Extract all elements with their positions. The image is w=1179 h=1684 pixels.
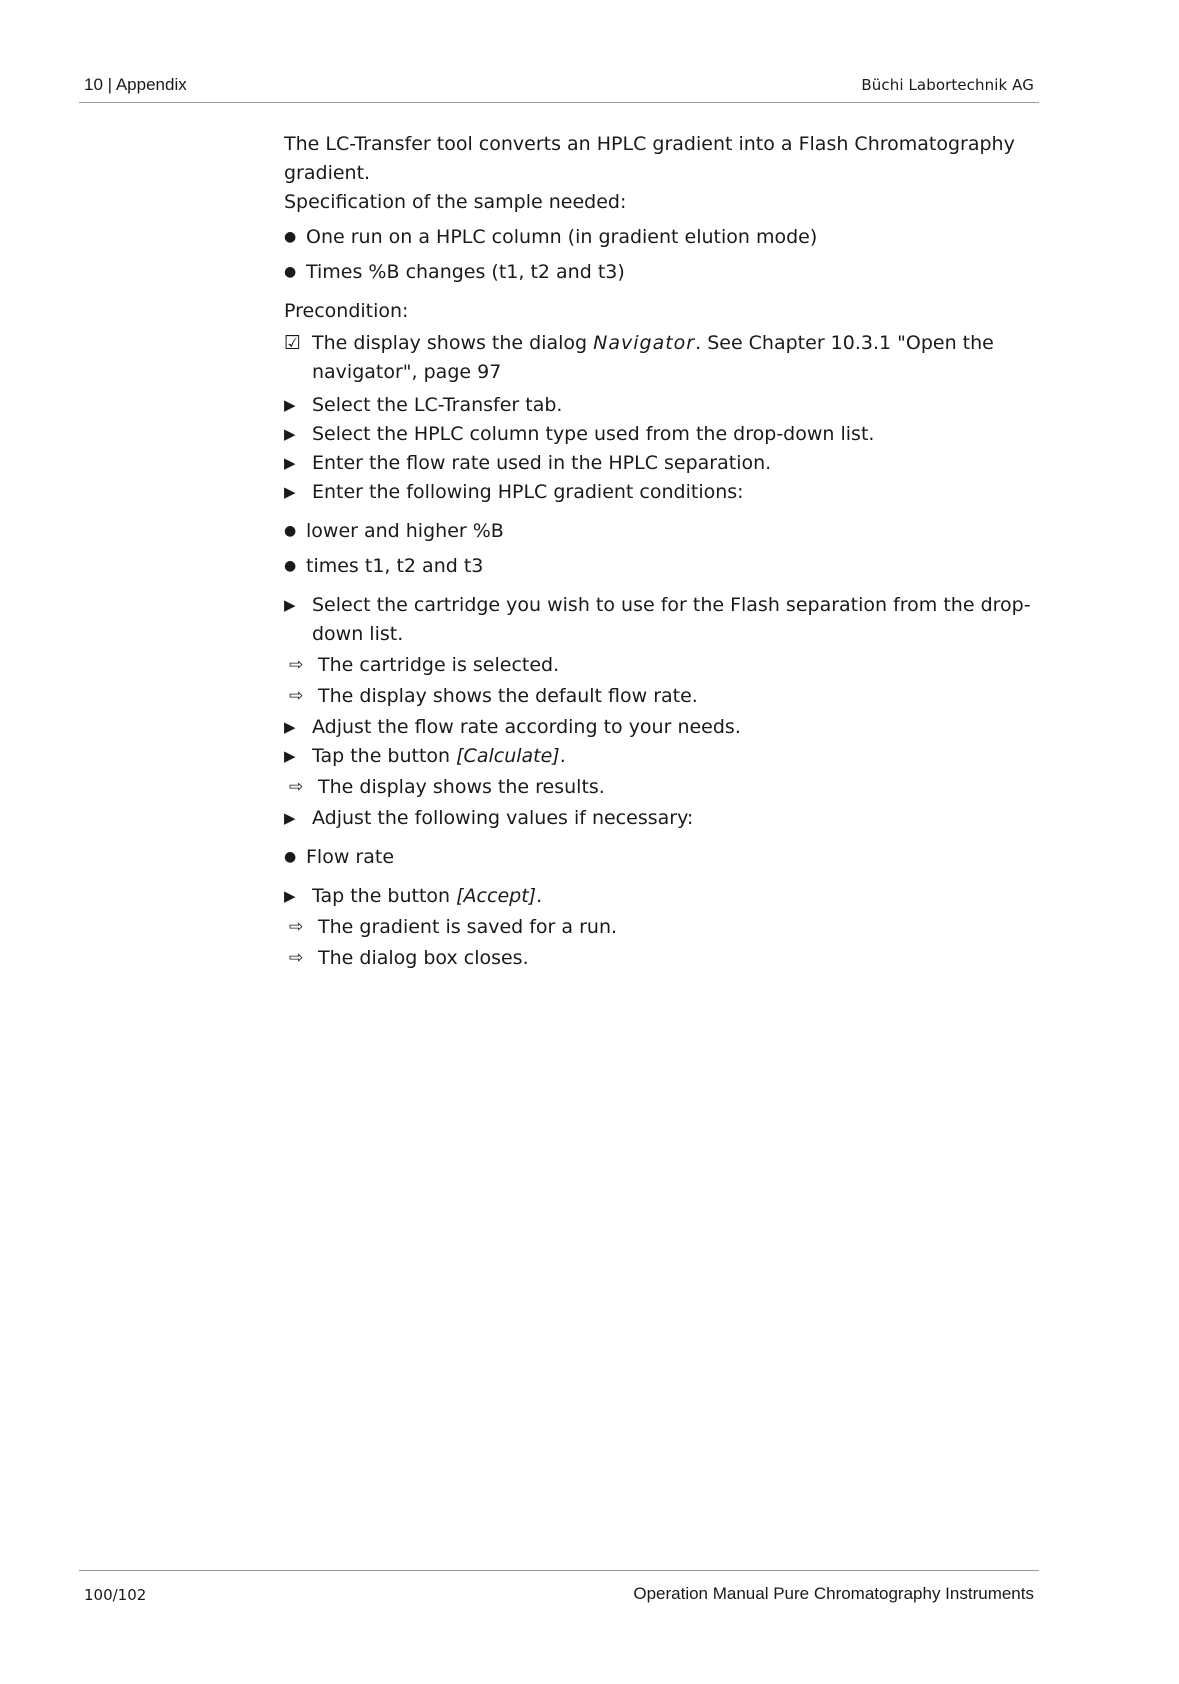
section-label: 10 | Appendix	[84, 75, 187, 94]
document-title: Operation Manual Pure Chromatography Instruments	[633, 1584, 1034, 1603]
result-arrow-icon: ⇨	[289, 917, 304, 937]
step-item: ▶ Select the HPLC column type used from the drop-down list.	[284, 420, 1044, 449]
dialog-name: Navigator	[593, 332, 696, 354]
result-arrow-icon: ⇨	[289, 686, 304, 706]
list-item: ● lower and higher %B	[284, 517, 1044, 546]
step-arrow-icon: ▶	[284, 396, 296, 414]
result-item: ⇨ The gradient is saved for a run.	[284, 913, 1044, 942]
step-arrow-icon: ▶	[284, 454, 296, 472]
list-item: ● times t1, t2 and t3	[284, 552, 1044, 581]
step-item: ▶ Enter the flow rate used in the HPLC separation.	[284, 449, 1044, 478]
bullet-icon: ●	[284, 849, 297, 865]
result-arrow-icon: ⇨	[289, 655, 304, 675]
checkbox-icon: ☑	[284, 332, 302, 354]
page-content	[284, 130, 1044, 973]
result-item: ⇨ The display shows the results.	[284, 773, 1044, 802]
step-arrow-icon: ▶	[284, 596, 296, 614]
step-item: ▶ Adjust the following values if necessary:	[284, 804, 1044, 833]
company-name: Büchi Labortechnik AG	[861, 76, 1034, 94]
result-arrow-icon: ⇨	[289, 948, 304, 968]
step-arrow-icon: ▶	[284, 887, 296, 905]
step-item: ▶ Select the LC-Transfer tab.	[284, 391, 1044, 420]
step-item: ▶ Adjust the flow rate according to your needs.	[284, 713, 1044, 742]
step-item: ▶ Select the cartridge you wish to use for the Flash separation from the drop-down list.	[284, 591, 1044, 649]
step-item: ▶ Enter the following HPLC gradient conditions:	[284, 478, 1044, 507]
page-footer	[79, 1570, 1039, 1611]
page-number: 100/102	[84, 1586, 147, 1604]
page-header	[79, 66, 1039, 103]
result-item: ⇨ The cartridge is selected.	[284, 651, 1044, 680]
precondition-item: ☑ The display shows the dialog Navigator. See Chapter 10.3.1 "Open the navigator", page 97	[284, 329, 1044, 387]
step-arrow-icon: ▶	[284, 718, 296, 736]
spec-heading: Specification of the sample needed:	[284, 191, 627, 213]
precondition-label: Precondition:	[284, 300, 409, 322]
list-item: ● Times %B changes (t1, t2 and t3)	[284, 258, 1044, 287]
step-arrow-icon: ▶	[284, 425, 296, 443]
accept-button-label: [Accept]	[456, 885, 537, 907]
intro-text: The LC-Transfer tool converts an HPLC gradient into a Flash Chromatography gradient.	[284, 133, 1015, 184]
calculate-button-label: [Calculate]	[456, 745, 560, 767]
result-arrow-icon: ⇨	[289, 777, 304, 797]
step-arrow-icon: ▶	[284, 809, 296, 827]
step-item: ▶ Tap the button [Accept].	[284, 882, 1044, 911]
bullet-icon: ●	[284, 264, 297, 280]
bullet-icon: ●	[284, 229, 297, 245]
result-item: ⇨ The display shows the default flow rate.	[284, 682, 1044, 711]
step-arrow-icon: ▶	[284, 747, 296, 765]
list-item: ● One run on a HPLC column (in gradient elution mode)	[284, 223, 1044, 252]
result-item: ⇨ The dialog box closes.	[284, 944, 1044, 973]
list-item: ● Flow rate	[284, 843, 1044, 872]
bullet-icon: ●	[284, 523, 297, 539]
step-item: ▶ Tap the button [Calculate].	[284, 742, 1044, 771]
step-arrow-icon: ▶	[284, 483, 296, 501]
bullet-icon: ●	[284, 558, 297, 574]
